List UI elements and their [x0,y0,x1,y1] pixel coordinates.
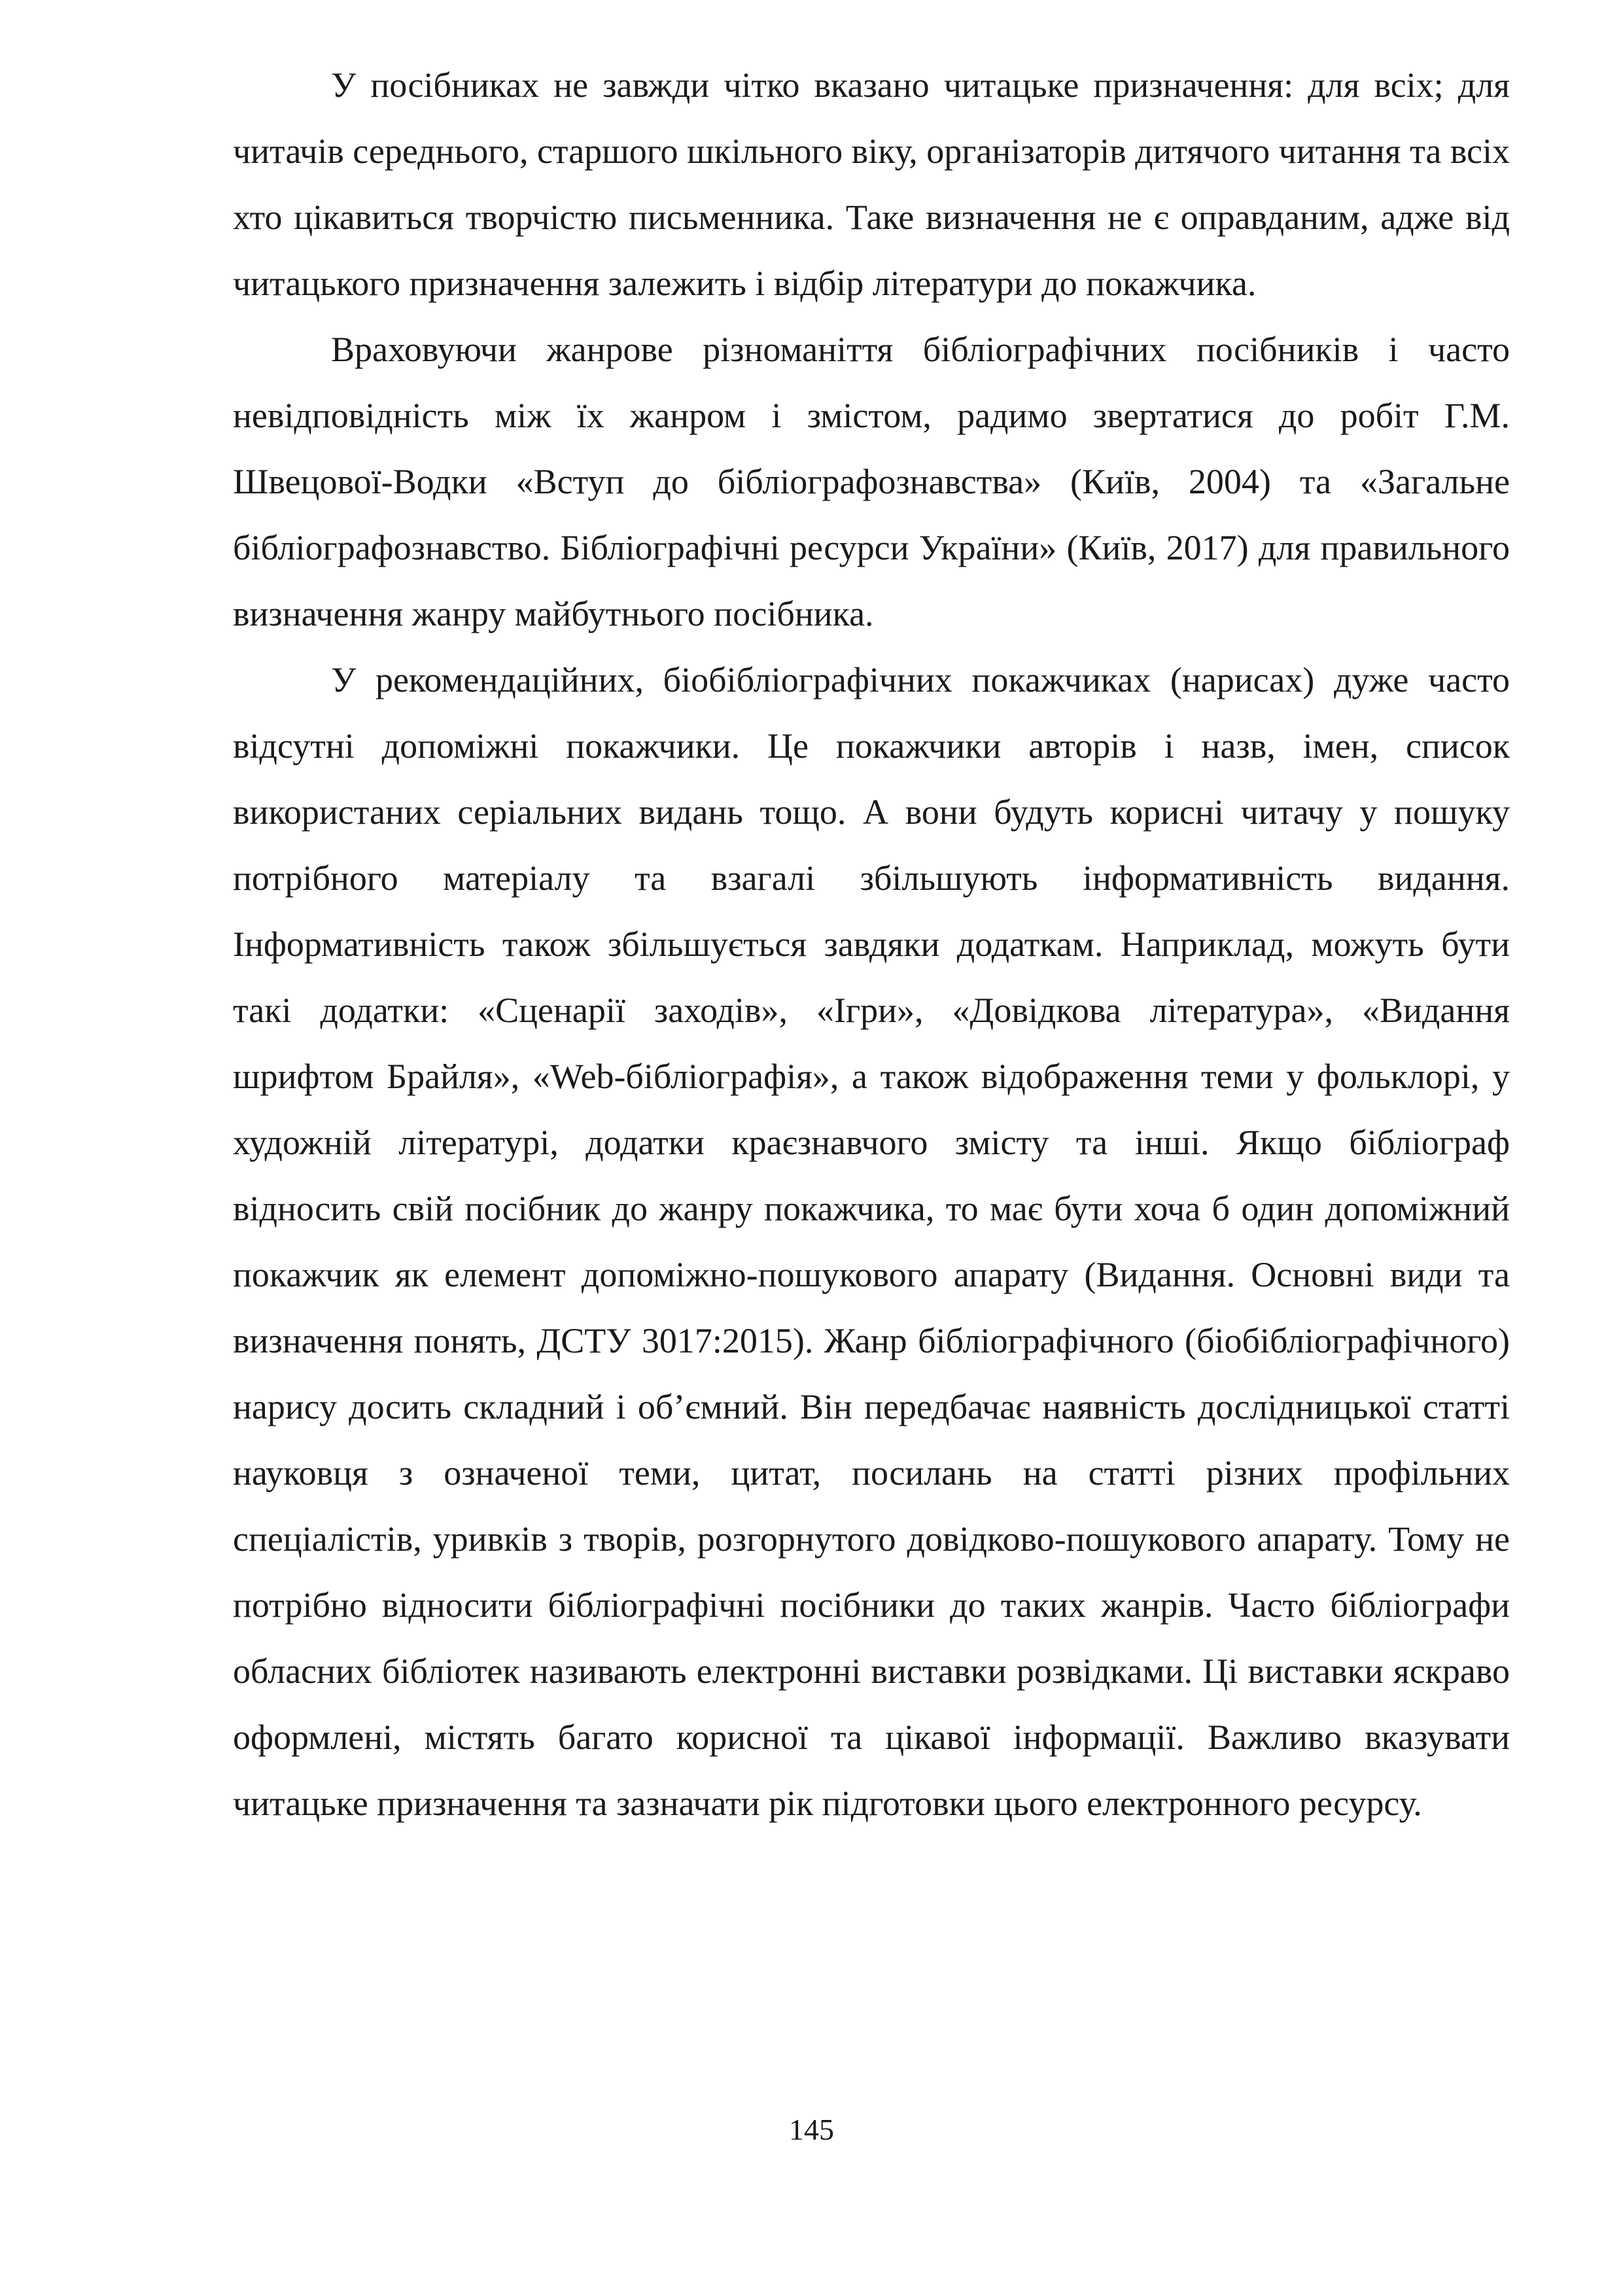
paragraph-2: Враховуючи жанрове різноманіття бібліографічних посібників і часто невідповідність між їх жанром і змістом, радимо звертатися до робіт Г.М. Швецової-Водки «Вступ до бібліографознавства» (Київ, 2004) та «Загальне бібліографознавство. Бібліографічні ресурси України» (Київ, 2017) для правильного визначення жанру майбутнього посібника. [233,330,1510,633]
page-number: 145 [789,2113,834,2146]
body-text [233,52,1510,1837]
paragraph-3: У рекомендаційних, біобібліографічних покажчиках (нарисах) дуже часто відсутні допоміжні покажчики. Це покажчики авторів і назв, імен, список використаних серіальних видань тощо. А вони будуть корисні читачу у пошуку потрібного матеріалу та взагалі збільшують інформативність видання. Інформативність також збільшується завдяки додаткам. Наприклад, можуть бути такі додатки: «Сценарії заходів», «Ігри», «Довідкова література», «Видання шрифтом Брайля», «Web-бібліографія», а також відображення теми у фольклорі, у художній літературі, додатки краєзнавчого змісту та інші. Якщо бібліограф відносить свій посібник до жанру покажчика, то має бути хоча б один допоміжний покажчик як елемент допоміжно-пошукового апарату (Видання. Основні види та визначення понять, ДСТУ 3017:2015). Жанр бібліографічного (біобібліографічного) нарису досить складний і об’ємний. Він передбачає наявність дослідницької статті науковця з означеної теми, цитат, посилань на статті різних профільних спеціалістів, уривків з творів, розгорнутого довідково-пошукового апарату. Тому не потрібно відносити бібліографічні посібники до таких жанрів. Часто бібліографи обласних бібліотек називають електронні виставки розвідками. Ці виставки яскраво оформлені, містять багато корисної та цікавої інформації. Важливо вказувати читацьке призначення та зазначати рік підготовки цього електронного ресурсу. [233,660,1510,1823]
paragraph-1: У посібниках не завжди чітко вказано читацьке призначення: для всіх; для читачів середнього, старшого шкільного віку, організаторів дитячого читання та всіх хто цікавиться творчістю письменника. Таке визначення не є оправданим, адже від читацького призначення залежить і відбір літератури до покажчика. [233,65,1510,303]
